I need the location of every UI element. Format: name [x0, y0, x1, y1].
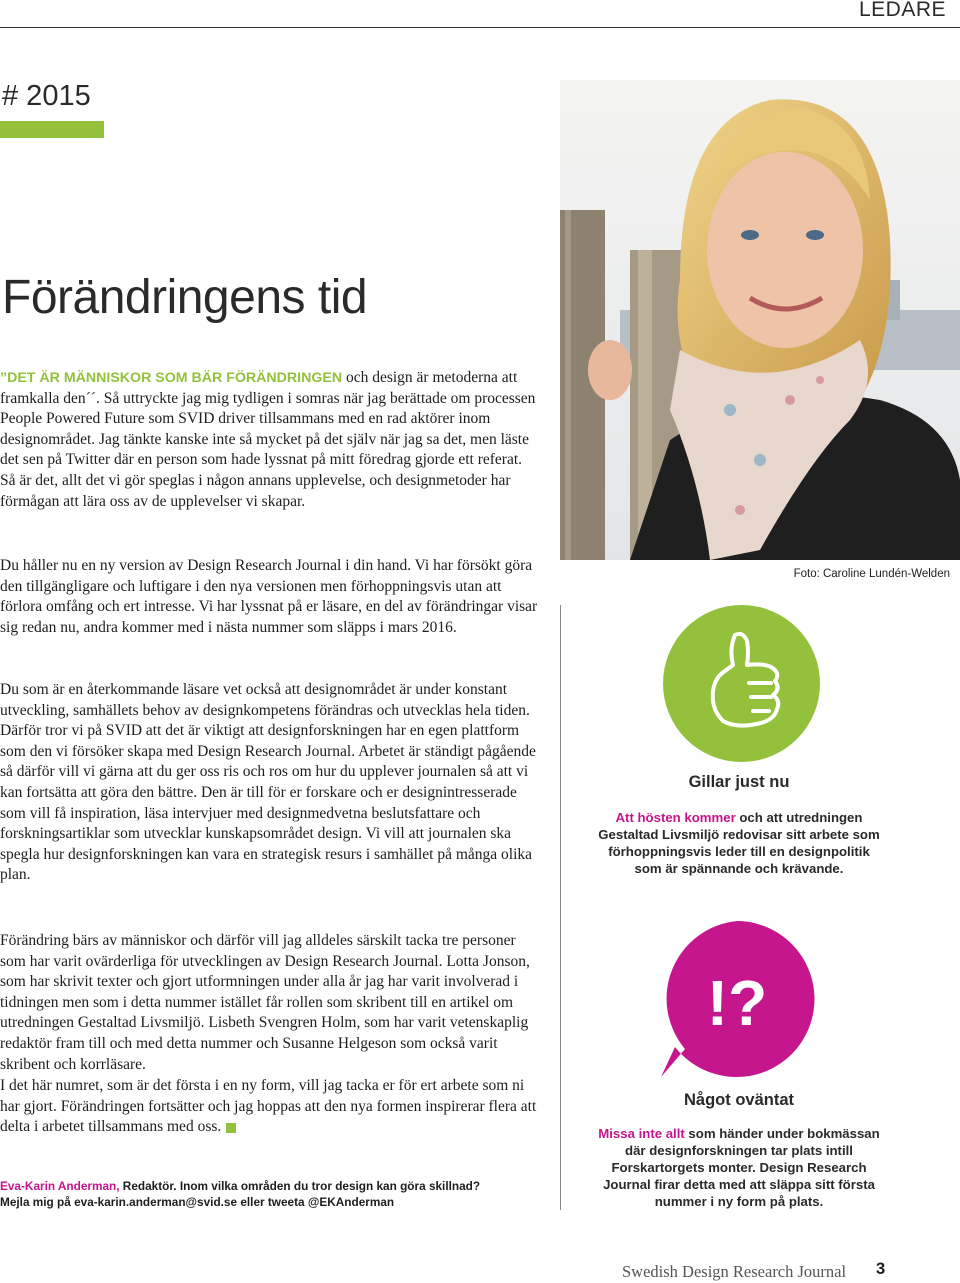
surprise-text [595, 1125, 883, 1210]
portrait-photo [560, 80, 960, 560]
article-paragraph-1 [0, 368, 540, 512]
signature-line-1 [0, 1178, 560, 1194]
top-rule [0, 27, 960, 28]
surprise-accent: Missa inte allt [598, 1126, 685, 1141]
signature [0, 1178, 560, 1210]
issue-tag: # 2015 [2, 80, 91, 112]
signature-name: Eva-Karin Anderman, [0, 1179, 120, 1193]
likes-accent: Att hösten kommer [615, 810, 736, 825]
signature-line-1-text: Redaktör. Inom vilka områden du tror design kan göra skillnad? [119, 1179, 481, 1193]
portrait-illustration [560, 80, 960, 560]
signature-line-2: Mejla mig på eva-karin.anderman@svid.se eller tweeta @EKAnderman [0, 1195, 395, 1209]
section-label: LEDARE [858, 0, 946, 21]
accent-bar [0, 121, 104, 138]
lead-caps: ”DET ÄR MÄNNISKOR SOM BÄR FÖRÄNDRINGEN [0, 370, 343, 386]
headline: Förändringens tid [2, 271, 368, 324]
thumbs-up-icon [663, 605, 820, 762]
column-divider [560, 605, 561, 1210]
likes-heading: Gillar just nu [688, 773, 790, 791]
footer-journal-name: Swedish Design Research Journal [622, 1262, 847, 1281]
photo-credit: Foto: Caroline Lundén-Welden [793, 568, 950, 580]
paragraph-1-text: och design är metoderna att framkalla den´´. Så uttryckte jag mig tydligen i somras när jag berättade om processen People Powered Future som SVID driver tillsammans med en rad aktörer inom designområdet. Jag tänkte kanske inte så mycket på det själv när jag sa det, men läste det sen på Twitter där en person som hade lyssnat på mitt föredrag gjorde ett referat. Så är det, allt det vi gör speglas i någon annans upplevelse, och designmetoder har förmågan att lära oss av de upplevelser vi skapar. [0, 369, 536, 510]
surprise-body: som händer under bokmässan där designforskningen tar plats intill Forskartorgets monter. Design Research Journal firar detta med att släppa sitt första nummer i ny form på plats. [603, 1126, 880, 1209]
speech-bubble-icon [655, 917, 820, 1082]
article-paragraph-2: Du håller nu en ny version av Design Research Journal i din hand. Vi har försökt göra den tillgängligare och luftigare i den nya versionen men förhoppningsvis utan att förlora omfång och ert intresse. Vi har lyssnat på er läsare, en del av förändringar visar sig redan nu, andra kommer med i nästa nummer som släpps i mars 2016. [0, 557, 538, 636]
article-paragraph-3: Du som är en återkommande läsare vet också att designområdet är under konstant utveckling, samhällets behov av designkompetens förändras och utvecklas hela tiden. Därför tror vi på SVID att det är viktigt att designforskningen har en egen plattform som den vi försöker skapa med Design Research Journal. Arbetet är ständigt pågående så därför vill vi gärna att du ger oss ris och ros om hur du upplever journalen så att vi kan fortsätta att göra den bättre. Den är till för er forskare och er designintresserade som vill få inspiration, läsa intervjuer med designmedvetna beslutsfattare och forskningsartiklar som utvecklar kunskapsområdet design. Vi vill att journalen ska spegla hur designforskningen kan vara en strategisk resurs i samhället på många olika plan. [0, 681, 536, 884]
surprise-heading: Något oväntat [683, 1091, 794, 1109]
end-mark [226, 1123, 236, 1133]
likes-text [595, 809, 883, 877]
article-paragraph-4: Förändring bärs av människor och därför vill jag alldeles särskilt tacka tre personer som har varit ovärderliga för utvecklingen av Design Research Journal. Lotta Jonson, som har skrivit texter och gjort utformningen under alla år jag har varit involverad i tidningen men som i detta nummer istället får rollen som skribent till en artikel om utredningen Gestaltad Livsmiljö. Lisbeth Svengren Holm, som har varit vetenskaplig redaktör fram till och med detta nummer och Susanne Helgeson som också varit skribent och korrläsare. [0, 932, 530, 1073]
page-number: 3 [876, 1260, 886, 1278]
paragraph-5-text: I det här numret, som är det första i en ny form, vill jag tacka er för ert arbete som ni har gjort. Förändringen fortsätter och jag hoppas att den nya formen inspirerar flera att delta i arbetet tillsammans med oss. [0, 1077, 537, 1136]
likes-body: och att utredningen Gestaltad Livsmiljö redovisar sitt arbete som förhoppningsvis leder till en designpolitik som är spännande och krävande. [598, 810, 880, 876]
article-paragraph-5 [0, 1076, 540, 1138]
surprise-symbol: !? [706, 967, 768, 1039]
